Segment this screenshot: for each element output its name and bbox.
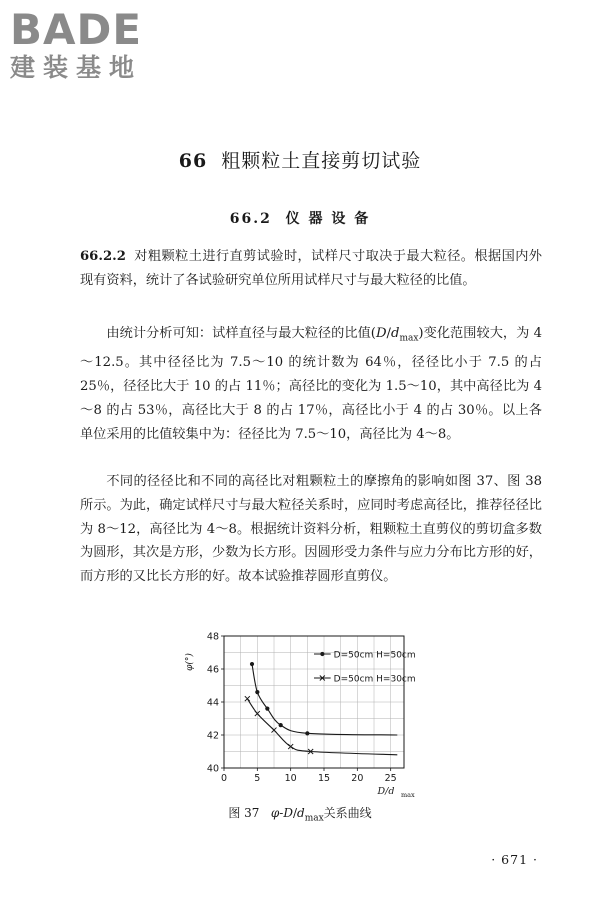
section-title <box>0 208 600 228</box>
series-line-2 <box>247 699 397 755</box>
subscript-max: max <box>399 333 419 344</box>
x-tick-label: 15 <box>317 773 331 784</box>
caption-label: 图 37 <box>228 806 260 820</box>
section-name: 仪 器 设 备 <box>285 211 371 227</box>
caption-text: 关系曲线 <box>323 806 372 820</box>
data-point-dot <box>255 690 259 694</box>
legend-marker-dot <box>320 652 324 656</box>
caption-sub-max: max <box>304 813 324 824</box>
y-tick-label: 42 <box>206 730 219 742</box>
logo <box>10 5 180 82</box>
page-number: · 671 · <box>491 852 538 867</box>
paragraph-text-b: )变化范围较大，为 4～12.5。其中径径比为 7.5～10 的统计数为 64％，径径比小于 7.5 的占 25％，径径比大于 10 的占 11％；高径比的变化为 1.5～10，其中高径比为 4～8 的占 53％，高径比大于 8 的占 17％，高径比小于 4 的占 30％。以上各单位采用的比值较集中为：径径比为 7.5～10，高径比为 4～8。 <box>80 326 542 442</box>
chapter-title <box>0 146 600 173</box>
var-D: D <box>375 326 387 341</box>
paragraph-text: 不同的径径比和不同的高径比对粗颗粒土的摩擦角的影响如图 37、图 38 所示。为此，确定试样尺寸与最大粒径关系时，应同时考虑高径比，推荐径径比为 8～12，高径比为 4～8。根据统计资料分析，粗颗粒土直剪仪的剪切盒多数为圆形，其次是方形，少数为长方形。因圆形受力条件与应力分布比方形的好，而方形的又比长方形的好。故本试验推荐圆形直剪仪。 <box>80 474 542 585</box>
legend-label-1: D=50cm H=50cm <box>333 650 416 661</box>
logo-mark: BADE <box>10 5 143 54</box>
x-tick-label: 25 <box>384 773 397 784</box>
x-tick-label: 10 <box>284 773 297 784</box>
caption-D: D <box>283 806 293 820</box>
paragraph-statistics <box>80 322 542 447</box>
paragraph-66-2-2 <box>80 245 542 293</box>
figure-caption <box>0 804 600 823</box>
legend-label-2: D=50cm H=30cm <box>333 674 416 685</box>
caption-dash: - <box>279 806 284 820</box>
x-axis-label: D/d <box>377 786 395 797</box>
data-point-dot <box>250 662 254 666</box>
y-tick-label: 40 <box>206 763 219 775</box>
x-tick-label: 0 <box>220 773 228 784</box>
slash: / <box>386 326 391 341</box>
x-tick-label: 5 <box>254 773 261 784</box>
data-point-cross <box>245 696 250 701</box>
var-d: d <box>390 326 400 341</box>
paragraph-recommendation <box>80 470 542 589</box>
x-axis-label-subscript: max <box>401 791 415 798</box>
logo-subtitle: 建装基地 <box>10 53 143 82</box>
paragraph-text: 对粗颗粒土进行直剪试验时，试样尺寸取决于最大粒径。根据国内外现有资料，统计了各试验研究单位所用试样尺寸与最大粒径的比值。 <box>80 249 542 288</box>
chapter-number: 66 <box>178 150 208 172</box>
caption-phi: φ <box>270 806 280 820</box>
paragraph-text-a: 由统计分析可知：试样直径与最大粒径的比值( <box>106 326 376 341</box>
clause-number: 66.2.2 <box>80 249 126 264</box>
caption-d: d <box>297 806 305 820</box>
figure-37-chart <box>182 626 422 798</box>
data-point-dot <box>305 731 309 735</box>
caption-slash: / <box>292 806 297 820</box>
y-axis-label: φ(°) <box>185 653 195 671</box>
y-tick-label: 46 <box>206 664 219 676</box>
x-tick-label: 20 <box>351 773 364 784</box>
chapter-name: 粗颗粒土直接剪切试验 <box>221 150 422 172</box>
data-point-dot <box>265 707 269 711</box>
y-tick-label: 44 <box>206 697 219 709</box>
data-point-dot <box>279 723 283 727</box>
section-number: 66.2 <box>229 211 272 227</box>
y-tick-label: 48 <box>206 631 219 643</box>
